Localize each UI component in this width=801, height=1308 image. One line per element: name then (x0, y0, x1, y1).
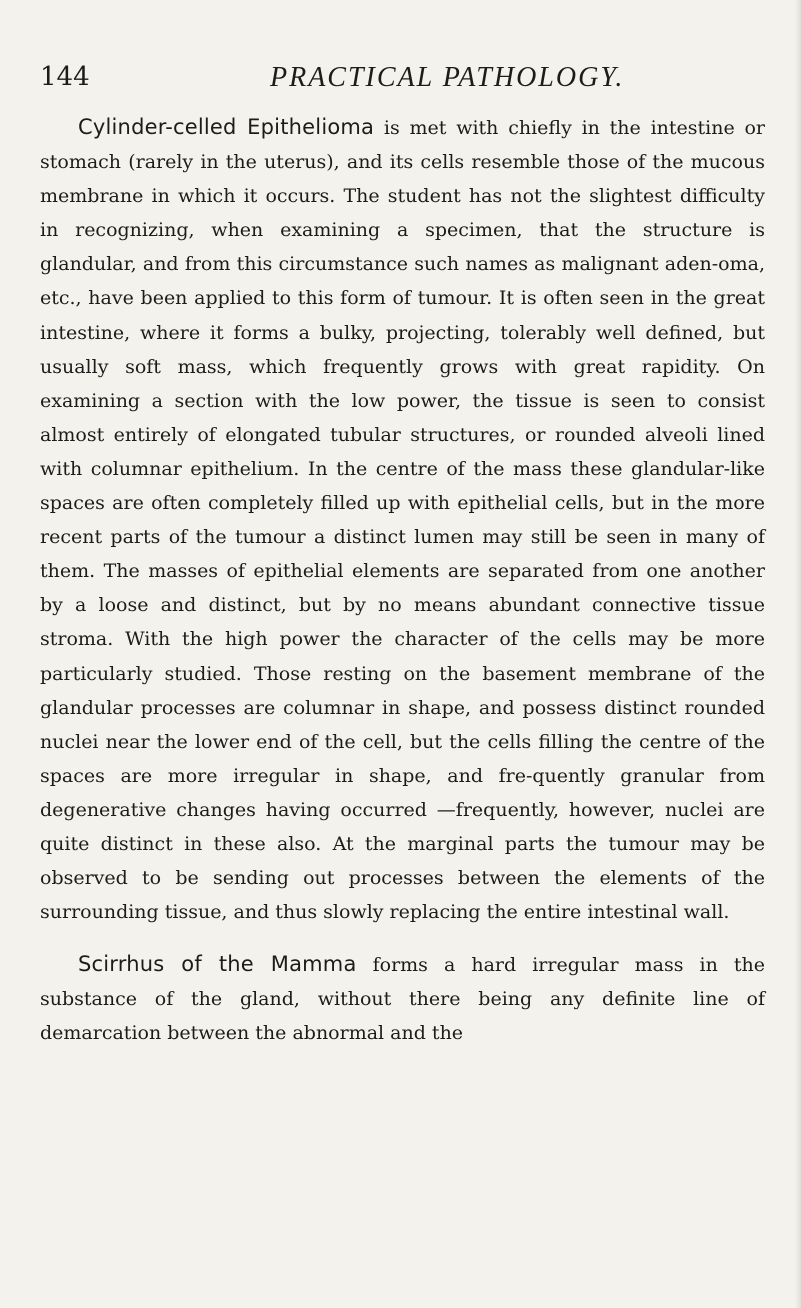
page-number: 144 (40, 62, 90, 92)
running-title: PRACTICAL PATHOLOGY. (270, 62, 625, 93)
paragraph-scirrhus-of-the-mamma (40, 947, 765, 1050)
section-heading-epithelioma: Cylinder-celled Epithelioma (78, 115, 375, 139)
page-edge-shadow (795, 0, 801, 1308)
paragraph-cylinder-celled-epithelioma (40, 110, 765, 929)
paragraph-text-epithelioma: is met with chiefly in the intestine or stomach (rarely in the uterus), and its cells resemble those of the mucous membrane in which it occurs. The student has not the slightest difficulty in recognizing, when examining a specimen, that the structure is glandular, and from this circumstance such names as malignant aden-oma, etc., have been applied to this form of tumour. It is often seen in the great intestine, where it forms a bulky, projecting, tolerably well defined, but usually soft mass, which frequently grows with great rapidity. On examining a section with the low power, the tissue is seen to consist almost entirely of elongated tubular structures, or rounded alveoli lined with columnar epithelium. In the centre of the mass these glandular-like spaces are often completely filled up with epithelial cells, but in the more recent parts of the tumour a distinct lumen may still be seen in many of them. The masses of epithelial elements are separated from one another by a loose and distinct, but by no means abundant connective tissue stroma. With the high power the character of the cells may be more particularly studied. Those resting on the basement membrane of the glandular processes are columnar in shape, and possess distinct rounded nuclei near the lower end of the cell, but the cells filling the centre of the spaces are more irregular in shape, and fre-quently granular from degenerative changes having occurred —frequently, however, nuclei are quite distinct in these also. At the marginal parts the tumour may be observed to be sending out processes between the elements of the surrounding tissue, and thus slowly replacing the entire intestinal wall. (40, 117, 766, 924)
body-text (40, 110, 765, 1051)
paragraph-text-scirrhus: forms a hard irregular mass in the substance of the gland, without there being any definite line of demarcation between the abnormal and the (40, 954, 766, 1045)
section-heading-scirrhus: Scirrhus of the Mamma (78, 952, 357, 977)
